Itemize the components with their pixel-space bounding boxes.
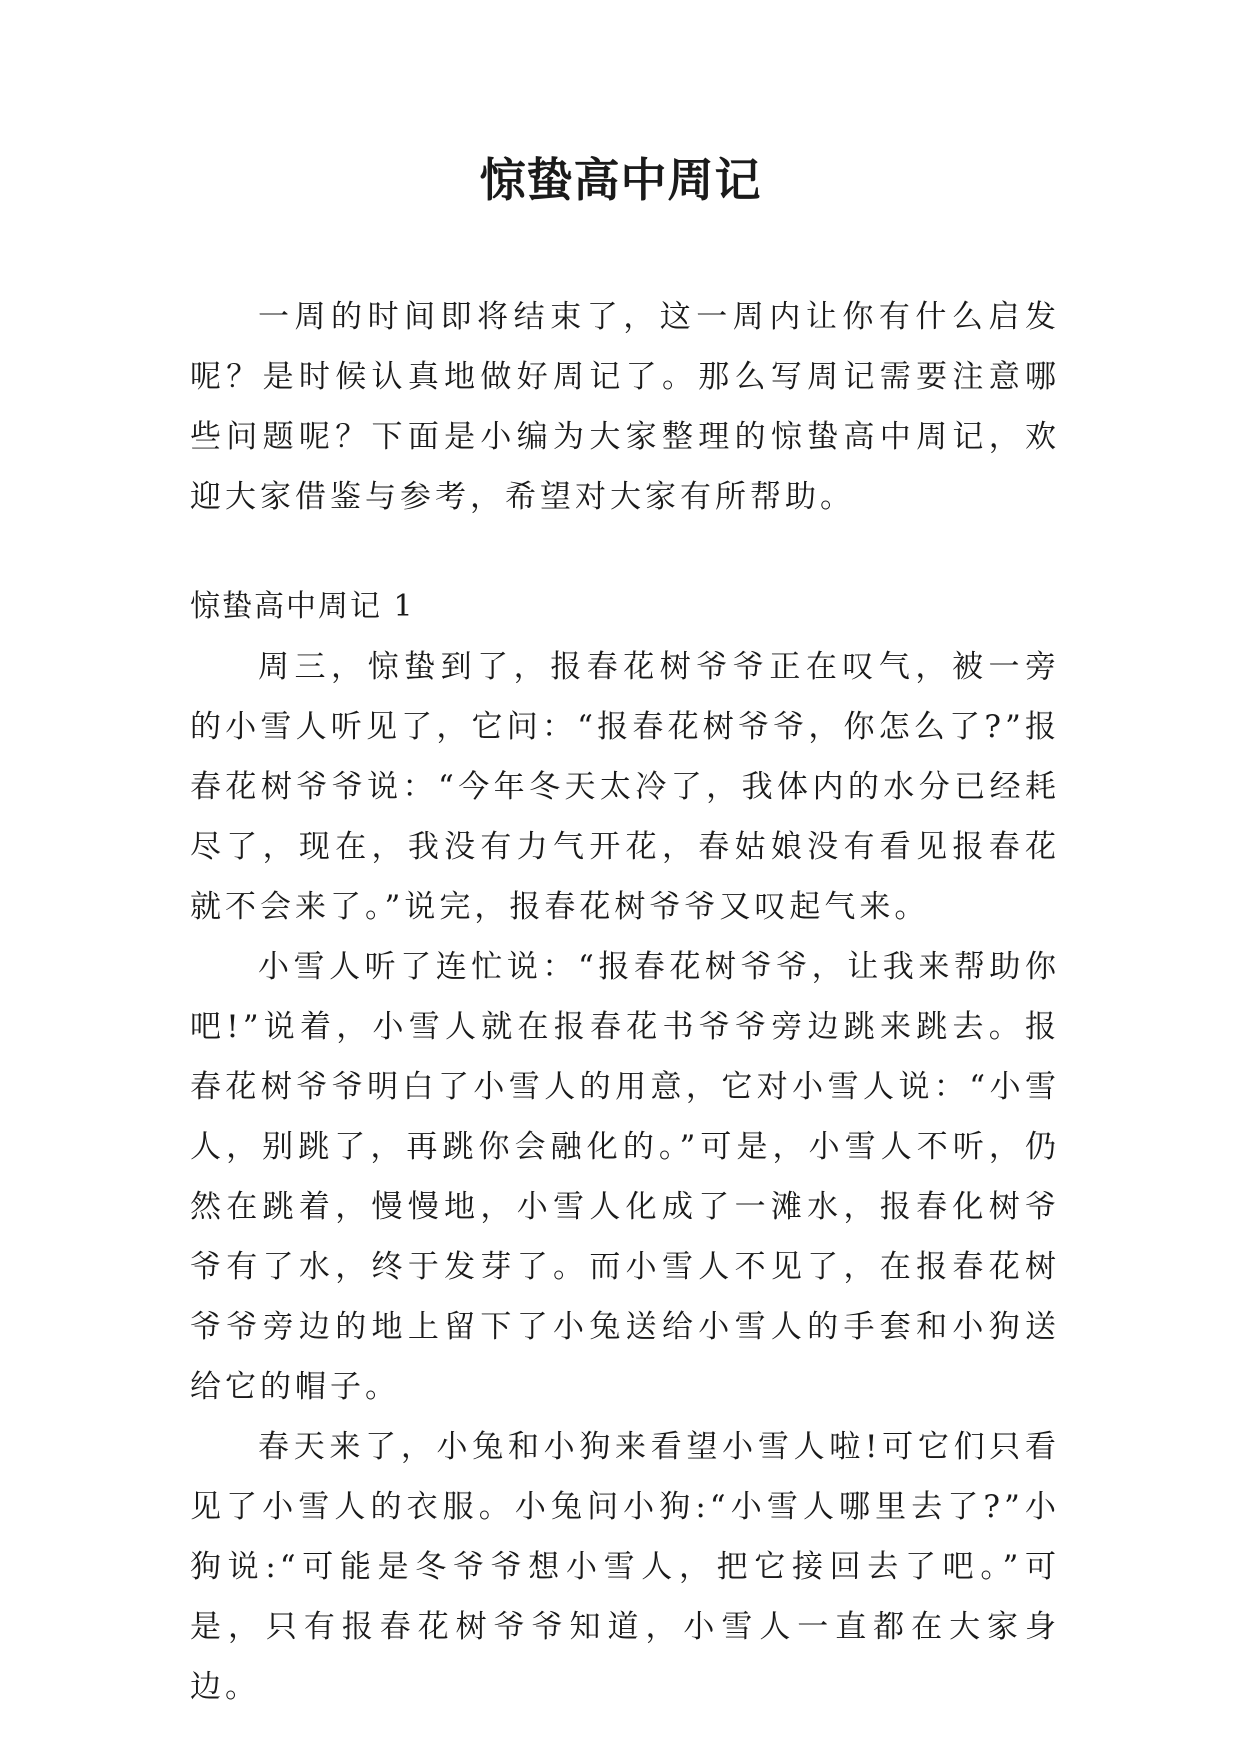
- article-paragraph: 春天来了，小兔和小狗来看望小雪人啦!可它们只看见了小雪人的衣服。小兔问小狗:“小雪人哪里去了?”小狗说:“可能是冬爷爷想小雪人，把它接回去了吧。”可是，只有报春花树爷爷知道，小雪人一直都在大家身边。: [190, 1429, 1060, 1705]
- intro-paragraph: 一周的时间即将结束了，这一周内让你有什么启发呢？是时候认真地做好周记了。那么写周记需要注意哪些问题呢？下面是小编为大家整理的惊蛰高中周记，欢迎大家借鉴与参考，希望对大家有所帮助。: [190, 299, 1060, 515]
- document-title: 惊蛰高中周记: [479, 153, 762, 207]
- article-paragraph: 小雪人听了连忙说：“报春花树爷爷，让我来帮助你吧!”说着，小雪人就在报春花书爷爷旁边跳来跳去。报春花树爷爷明白了小雪人的用意，它对小雪人说：“小雪人，别跳了，再跳你会融化的。”可是，小雪人不听，仍然在跳着，慢慢地，小雪人化成了一滩水，报春化树爷爷有了水，终于发芽了。而小雪人不见了，在报春花树爷爷旁边的地上留下了小兔送给小雪人的手套和小狗送给它的帽子。: [190, 949, 1060, 1405]
- article-section: [190, 577, 1060, 1717]
- section-heading: 惊蛰高中周记 1: [190, 589, 415, 624]
- article-paragraph: 周三，惊蛰到了，报春花树爷爷正在叹气，被一旁的小雪人听见了，它问：“报春花树爷爷，你怎么了?”报春花树爷爷说：“今年冬天太冷了，我体内的水分已经耗尽了，现在，我没有力气开花，春姑娘没有看见报春花就不会来了。”说完，报春花树爷爷又叹起气来。: [190, 649, 1060, 925]
